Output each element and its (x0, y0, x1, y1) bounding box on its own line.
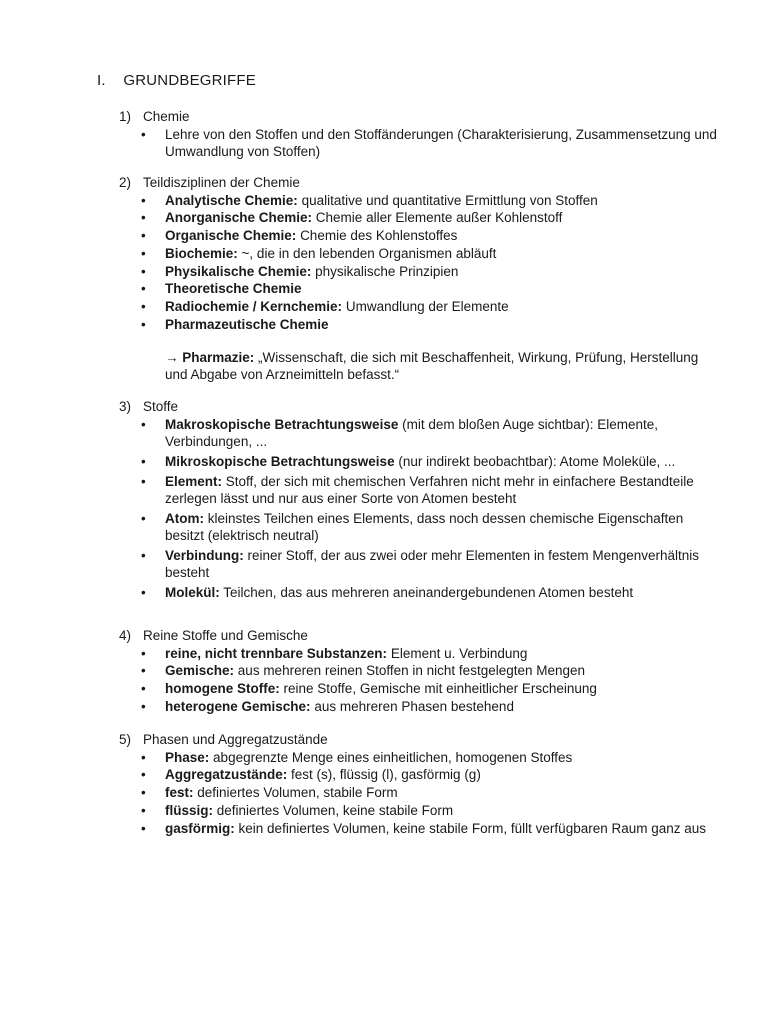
list-item (119, 802, 719, 819)
item-term: Atom: (165, 510, 204, 526)
section-number: 2) (119, 175, 132, 190)
item-term: gasförmig: (165, 820, 235, 836)
section-chemie (119, 108, 719, 160)
bullet-list (119, 645, 719, 715)
item-text: kleinstes Teilchen eines Elements, dass noch dessen chemische Eigenschaften besitzt (elektrisch neutral) (165, 510, 684, 543)
item-text: (mit dem bloßen Auge sichtbar): Elemente, Verbindungen, ... (165, 416, 658, 449)
item-text: Element u. Verbindung (390, 645, 528, 661)
section-title (119, 398, 719, 416)
item-term: Verbindung: (165, 547, 244, 563)
section-title (119, 108, 719, 126)
item-term: Molekül: (165, 584, 220, 600)
item-term: Phase: (165, 749, 210, 765)
item-text: aus mehreren Phasen bestehend (314, 698, 514, 714)
item-term: Physikalische Chemie: (165, 263, 312, 279)
section-label: Teildisziplinen der Chemie (143, 175, 300, 190)
chapter-title: GRUNDBEGRIFFE (123, 72, 256, 89)
item-term: heterogene Gemische: (165, 698, 311, 714)
item-text: physikalische Prinzipien (315, 263, 459, 279)
list-item (119, 227, 719, 244)
item-text: reine Stoffe, Gemische mit einheitlicher Erscheinung (283, 681, 597, 697)
item-term: Aggregatzustände: (165, 767, 288, 783)
item-term: Organische Chemie: (165, 228, 297, 244)
list-item (119, 245, 719, 262)
list-item (119, 662, 719, 679)
section-teildisziplinen (119, 174, 719, 383)
bullet-list (119, 126, 719, 160)
item-term: Biochemie: (165, 245, 238, 261)
item-term: Mikroskopische Betrachtungsweise (165, 453, 395, 469)
chapter-number: I. (97, 72, 106, 89)
list-item (119, 766, 719, 783)
item-term: Anorganische Chemie: (165, 210, 313, 226)
section-label: Chemie (143, 109, 190, 124)
list-item (119, 192, 719, 209)
item-text: Umwandlung der Elemente (345, 299, 509, 315)
note-term: → Pharmazie: (165, 350, 255, 366)
section-title (119, 174, 719, 192)
item-term: Theoretische Chemie (165, 281, 302, 297)
item-text: Chemie des Kohlenstoffes (300, 228, 458, 244)
list-item (119, 209, 719, 226)
item-text: ~, die in den lebenden Organismen abläuft (241, 245, 497, 261)
item-text: definiertes Volumen, stabile Form (197, 785, 398, 801)
item-text: definiertes Volumen, keine stabile Form (216, 802, 454, 818)
note-text: „Wissenschaft, die sich mit Beschaffenheit, Wirkung, Prüfung, Herstellung und Abgabe von Arzneimitteln befasst.“ (165, 350, 699, 383)
item-text: qualitative und quantitative Ermittlung von Stoffen (301, 192, 598, 208)
item-text: kein definiertes Volumen, keine stabile Form, füllt verfügbaren Raum ganz aus (238, 820, 707, 836)
item-term: Radiochemie / Kernchemie: (165, 299, 343, 315)
item-term: Gemische: (165, 663, 235, 679)
item-term: Analytische Chemie: (165, 192, 298, 208)
item-text: abgegrenzte Menge eines einheitlichen, homogenen Stoffes (213, 749, 573, 765)
section-reine-stoffe (119, 627, 719, 716)
pharmazie-note (119, 349, 719, 383)
item-text: fest (s), flüssig (l), gasförmig (g) (291, 767, 481, 783)
section-title (119, 627, 719, 645)
item-text: Stoff, der sich mit chemischen Verfahren nicht mehr in einfachere Bestandteile zerlegen lässt und nur aus einer Sorte von Atomen besteht (165, 473, 694, 506)
list-item (119, 645, 719, 662)
item-term: Pharmazeutische Chemie (165, 317, 329, 333)
item-text: (nur indirekt beobachtbar): Atome Moleküle, ... (398, 453, 676, 469)
list-item (119, 680, 719, 697)
section-number: 1) (119, 109, 132, 124)
list-item (119, 416, 719, 450)
item-text: Lehre von den Stoffen und den Stoffänderungen (Charakterisierung, Zusammensetzung und Umwandlung von Stoffen) (165, 126, 717, 159)
section-number: 5) (119, 732, 132, 747)
section-label: Reine Stoffe und Gemische (143, 628, 308, 643)
item-term: homogene Stoffe: (165, 681, 280, 697)
list-item (119, 126, 719, 160)
item-term: Makroskopische Betrachtungsweise (165, 416, 399, 432)
list-item (119, 263, 719, 280)
item-term: flüssig: (165, 802, 214, 818)
item-text: Chemie aller Elemente außer Kohlenstoff (315, 210, 563, 226)
section-stoffe (119, 398, 719, 601)
list-item (119, 298, 719, 315)
list-item (119, 584, 719, 601)
list-item (119, 749, 719, 766)
item-term: reine, nicht trennbare Substanzen: (165, 645, 388, 661)
bullet-list (119, 192, 719, 334)
list-item (119, 547, 719, 581)
list-item (119, 316, 719, 333)
section-title (119, 731, 719, 749)
bullet-list (119, 416, 719, 601)
item-text: Teilchen, das aus mehreren aneinandergebundenen Atomen besteht (223, 584, 634, 600)
chapter-heading (97, 72, 256, 89)
list-item (119, 473, 719, 507)
list-item (119, 698, 719, 715)
section-number: 4) (119, 628, 132, 643)
section-label: Phasen und Aggregatzustände (143, 732, 328, 747)
list-item (119, 784, 719, 801)
section-label: Stoffe (143, 399, 179, 414)
list-item (119, 280, 719, 297)
item-text: aus mehreren reinen Stoffen in nicht festgelegten Mengen (237, 663, 586, 679)
item-text: reiner Stoff, der aus zwei oder mehr Elementen in festem Mengenverhältnis besteht (165, 547, 699, 580)
section-phasen (119, 731, 719, 837)
list-item (119, 453, 719, 470)
item-term: fest: (165, 785, 194, 801)
list-item (119, 820, 719, 837)
bullet-list (119, 749, 719, 837)
section-number: 3) (119, 399, 132, 414)
list-item (119, 510, 719, 544)
item-term: Element: (165, 473, 223, 489)
